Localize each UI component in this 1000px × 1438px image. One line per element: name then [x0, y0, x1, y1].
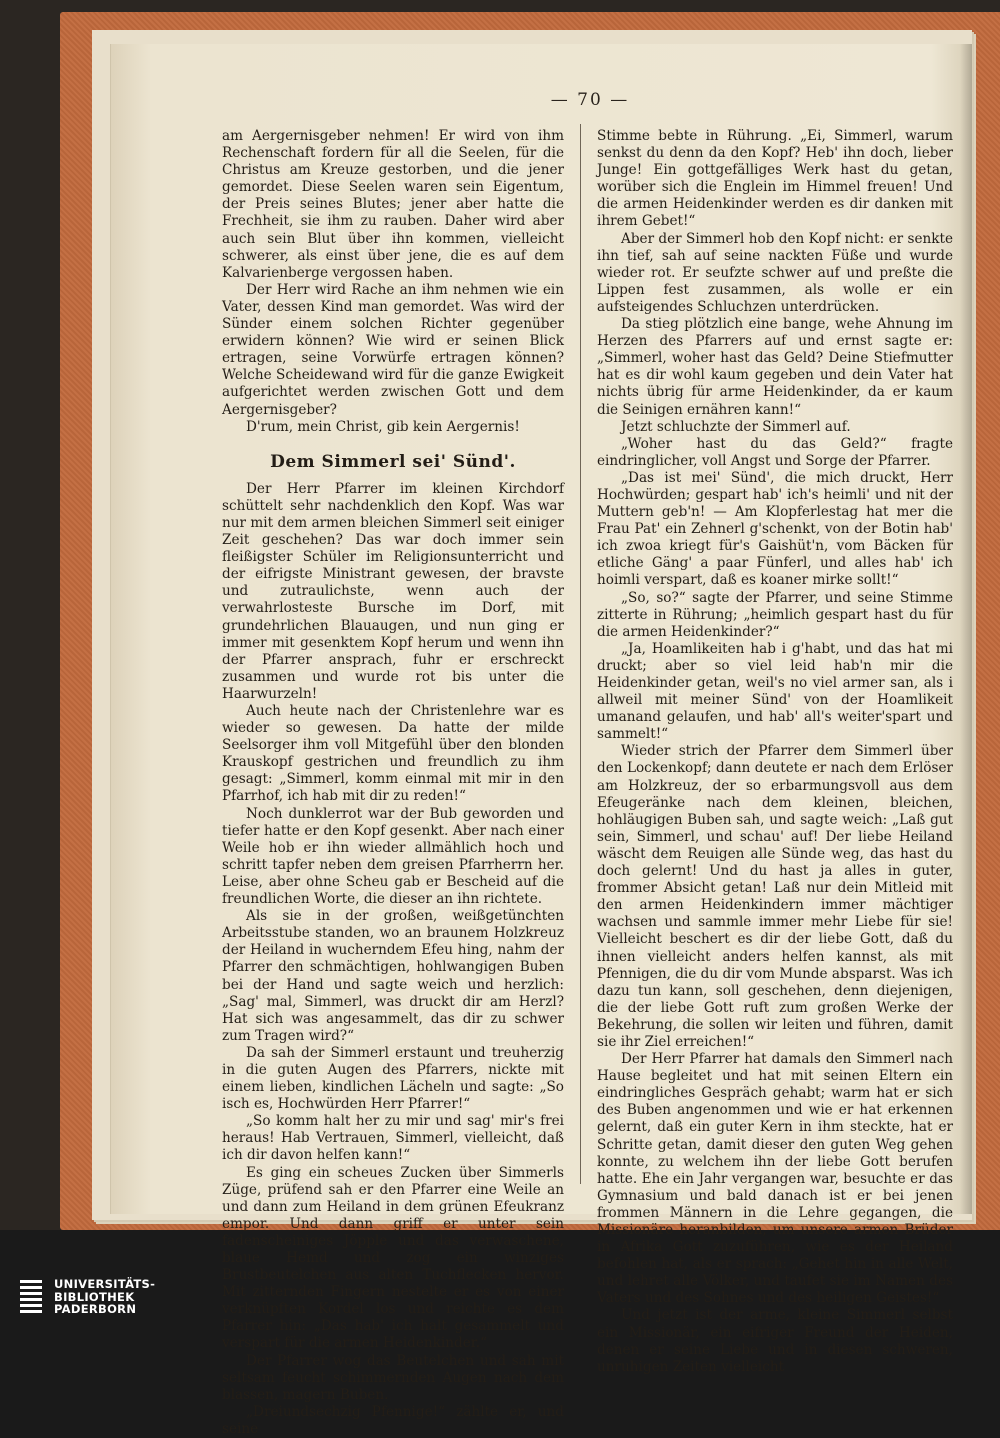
- paragraph: D'rum, mein Christ, gib kein Aergernis!: [246, 418, 520, 435]
- paragraph: Und jetzt ist der arme, kleine Simmerl selbst ein Missionär, ein eifriger Freund der Heiden, denen er seine Liebe und in diesen schweren, unruhigen Zeiten vielleicht: [597, 1307, 953, 1375]
- column-divider: [580, 124, 581, 1184]
- page-number: — 70 —: [550, 90, 630, 110]
- paragraph: „Ja, Hoamlikeiten hab i g'habt, und das hat mi druckt; aber so viel leid hab'n mir die Heidenkinder getan, weil's no viel armer san, als i allweil mit meiner Sünd' von der Hoamlikeit umanand gelaufen, und hab' all's weiter'spart und sammelt!“: [597, 640, 953, 743]
- paragraph: „So komm halt her zu mir und sag' mir's frei heraus! Hab Vertrauen, Simmerl, vielleicht, daß ich dir davon helfen kann!“: [222, 1113, 564, 1164]
- paragraph: Da sah der Simmerl erstaunt und treuherzig in die guten Augen des Pfarrers, nickte mit einem lieben, kindlichen Lächeln und sagte: „So isch es, Hochwürden Herr Pfarrer!“: [222, 1044, 564, 1113]
- right-column: [597, 128, 953, 1376]
- paragraph: „Woher hast du das Geld?“ fragte eindringlicher, voll Angst und Sorge der Pfarrer.: [597, 435, 953, 469]
- paragraph: Der Herr wird Rache an ihm nehmen wie ein Vater, dessen Kind man gemordet. Was wird der Sünder einem solchen Richter gegenüber erwidern können? Wie wird er seinen Blick ertragen, seine Vorwürfe ertragen können? Welche Scheidewand wird für die ganze Ewigkeit aufgerichtet werden zwischen Gott und dem Aergernisgeber?: [222, 281, 564, 418]
- paragraph: „Dreiundsechzig Pfennige!“ zählte er, und seine: [222, 1403, 564, 1437]
- paragraph: am Aergernisgeber nehmen! Er wird von ihm Rechenschaft fordern für all die Seelen, für die Christus am Kreuze gestorben, und die jener gemordet. Diese Seelen waren sein Eigentum, der Preis seines Blutes; jener aber hatte die Frechheit, sie ihm zu rauben. Daher wird aber auch sein Blut über ihn kommen, vielleicht schwerer, als einst über jene, die es auf dem Kalvarienberge vergossen haben.: [222, 128, 564, 281]
- logo-line: BIBLIOTHEK: [54, 1289, 135, 1304]
- library-logo-icon: [20, 1278, 44, 1318]
- paragraph: Der Herr Pfarrer im kleinen Kirchdorf schüttelt sehr nachdenklich den Kopf. Was war nur mit dem armen bleichen Simmerl seit einiger Zeit geschehen? Das war doch immer sein fleißigster Schüler im Religionsunterricht und der eifrigste Ministrant gewesen, der bravste und zutraulichste, wenn auch der verwahrlosteste Bursche im Dorf, mit grundehrlichen Blauaugen, und nun ging er immer mit gesenktem Kopf herum und wenn ihn der Pfarrer ansprach, fuhr er erschreckt zusammen und wurde rot bis unter die Haarwurzeln!: [222, 480, 564, 702]
- paragraph: Jetzt schluchzte der Simmerl auf.: [621, 418, 851, 435]
- paragraph: Noch dunklerrot war der Bub geworden und tiefer hatte er den Kopf gesenkt. Aber nach einer Weile hob er ihn wieder allmählich hoch und schritt tapfer neben dem greisen Pfarrherrn her. Leise, aber ohne Scheu gab er Bescheid auf die freundlichen Worte, die dieser an ihn richtete.: [222, 805, 564, 908]
- paragraph: Der Pfarrer wog das Beutelchen und sah mit seltsam feucht schimmernden Augen nach dem blassen, magern Buben.: [222, 1352, 564, 1403]
- page-edge-shadow: [960, 44, 972, 1214]
- article-heading: Dem Simmerl sei' Sünd'.: [270, 451, 516, 472]
- paragraph: Stimme bebte in Rührung. „Ei, Simmerl, warum senkst du denn da den Kopf? Heb' ihn doch, lieber Junge! Ein gottgefälliges Werk hast du getan, worüber sich die Englein im Himmel freuen! Und die armen Heidenkinder werden es dir danken mit ihrem Gebet!“: [597, 128, 953, 230]
- paragraph: Aber der Simmerl hob den Kopf nicht: er senkte ihn tief, sah auf seine nackten Füße und wurde wieder rot. Er seufzte schwer auf und preßte die Lippen fest zusammen, als wolle er ein aufsteigendes Schluchzen unterdrücken.: [597, 230, 953, 315]
- paragraph: Der Herr Pfarrer hat damals den Simmerl nach Hause begleitet und hat mit seinen Eltern ein eindringliches Gespräch gehabt; warm hat er sich des Buben angenommen und wie er hat erkennen gelernt, daß ein guter Kern in ihm steckte, hat er Schritte getan, damit dieser den guten Weg gehen konnte, zu welchem ihn der liebe Gott berufen hatte. Ehe ein Jahr vergangen war, besuchte er das Gymnasium und bald danach ist er bei jenen frommen Männern in die Lehre gegangen, die Missionäre heranbilden, um unsere armen Brüder in Afrika Gott zuzuführen, wie es der Heiland befohlen hat, als er sprach: „Gehet hin in alle Welt, und lehret alle Völker, und taufet sie im Namen des Vaters und des Sohnes und des heiligen Geistes!“: [597, 1051, 953, 1307]
- paragraph: Als sie in der großen, weißgetünchten Arbeitsstube standen, wo an braunem Holzkreuz der Heiland in wucherndem Efeu hing, nahm der Pfarrer den schmächtigen, hohlwangigen Buben bei der Hand und sagte weich und herzlich: „Sag' mal, Simmerl, was druckt dir am Herzl? Hat sich was angesammelt, das dir zu schwer zum Tragen wird?“: [222, 908, 564, 1044]
- paragraph: „So, so?“ sagte der Pfarrer, und seine Stimme zitterte in Rührung; „heimlich gespart hast du für die armen Heidenkinder?“: [597, 589, 953, 640]
- left-column: [222, 128, 564, 1438]
- library-logo: [20, 1278, 220, 1318]
- paragraph: „Das ist mei' Sünd', die mich druckt, Herr Hochwürden; gespart hab' ich's heimli' und nit der Muttern geb'n! — Am Klopferlestag hat mer die Frau Pat' ein Zehnerl g'schenkt, von der Botin hab' ich zwoa kriegt für's Gaishüt'n, vom Bäcken für etliche Gäng' a paar Fünferl, und alles hab' ich hoimli verspart, daß es koaner mirke sollt!“: [597, 469, 953, 589]
- logo-line: UNIVERSITÄTS-: [54, 1277, 156, 1291]
- paragraph: Es ging ein scheues Zucken über Simmerls Züge, prüfend sah er den Pfarrer eine Weile an und dann zum Heiland in dem grünen Efeukranz empor. Und dann griff er unter sein fadenscheiniges Jöpple und das verwaschene, blaue Hemd und zog ein winziges Brustbeutelchen aus alten Tuchflecken hervor. Mit zitternden Fingern nestelte er es von einer verknüpften Kordel los und reichte es dem Pfarrer hin: „Das hab' ich halt gesammelt und verspart für die armen Heidenkinder.“: [222, 1164, 564, 1352]
- paragraph: Da stieg plötzlich eine bange, wehe Ahnung im Herzen des Pfarrers auf und ernst sagte er: „Simmerl, woher hast das Geld? Deine Stiefmutter hat es dir wohl kaum gegeben und dein Vater hat nichts übrig für arme Heidenkinder, da er kaum die Seinigen ernähren kann!“: [597, 316, 953, 418]
- paragraph: Wieder strich der Pfarrer dem Simmerl über den Lockenkopf; dann deutete er nach dem Erlöser am Holzkreuz, der so erbarmungsvoll aus dem Efeugeränke nach dem kleinen, bleichen, hohläugigen Buben sah, und sagte weich: „Laß gut sein, Simmerl, und schau' auf! Der liebe Heiland wäscht dem Reuigen alle Sünde weg, das hast du doch gelernt! Und du hast ja alles in guter, frommer Absicht getan! Laß nur dein Mitleid mit den armen Heidenkindern immer mächtiger wachsen und sammle immer mehr Liebe für sie! Vielleicht beschert es dir der liebe Gott, daß du ihnen vielleicht anders helfen kannst, als mit Pfennigen, die du dir vom Munde absparst. Was ich dazu tun kann, soll geschehen, denn diejenigen, die der liebe Gott ruft zum großen Werke der Bekehrung, die sollen wir leiten und führen, damit sie ihr Ziel erreichen!“: [597, 743, 953, 1050]
- logo-line: PADERBORN: [54, 1302, 137, 1316]
- library-logo-text: [54, 1278, 155, 1316]
- paragraph: Auch heute nach der Christenlehre war es wieder so gewesen. Da hatte der milde Seelsorger ihm voll Mitgefühl über den blonden Krauskopf gestrichen und freundlich zu ihm gesagt: „Simmerl, komm einmal mit mir in den Pfarrhof, ich hab mit dir zu reden!“: [222, 703, 564, 805]
